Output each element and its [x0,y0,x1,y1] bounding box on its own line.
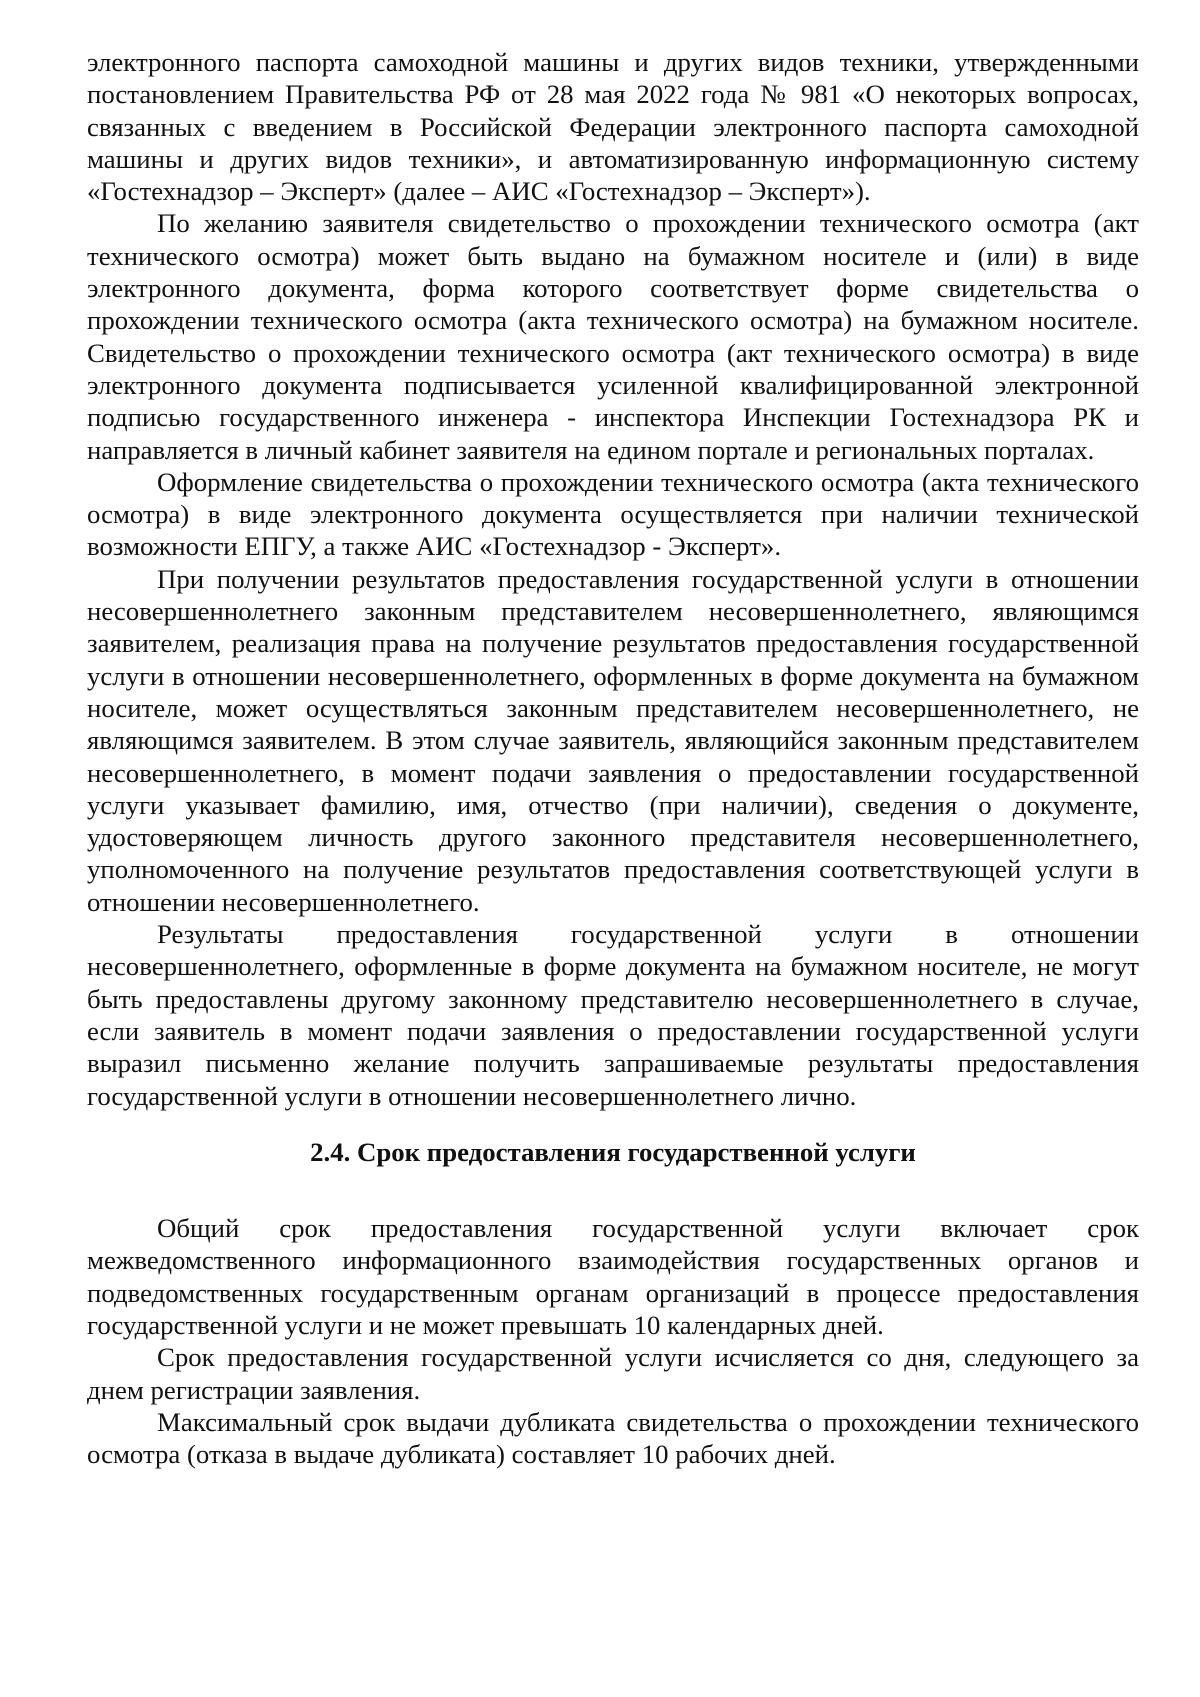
paragraph-term-start: Срок предоставления государственной услуги исчисляется со дня, следующего за днем регистрации заявления. [87,1342,1139,1405]
document-page [87,46,1139,1470]
paragraph-minor-results: Результаты предоставления государственной услуги в отношении несовершеннолетнего, оформленные в форме документа на бумажном носителе, не могут быть предоставлены другому законному представителю несовершеннолетнего в случае, если заявитель в момент подачи заявления о предоставлении государственной услуги выразил письменно желание получить запрашиваемые результаты предоставления государственной услуги в отношении несовершеннолетнего лично. [87,919,1139,1111]
paragraph-certificate-form: По желанию заявителя свидетельство о прохождении технического осмотра (акт технического осмотра) может быть выдано на бумажном носителе и (или) в виде электронного документа, форма которого соответствует форме свидетельства о прохождении технического осмотра (акта технического осмотра) на бумажном носителе. Свидетельство о прохождении технического осмотра (акт технического осмотра) в виде электронного документа подписывается усиленной квалифицированной электронной подписью государственного инженера - инспектора Инспекции Гостехнадзора РК и направляется в личный кабинет заявителя на едином портале и региональных порталах. [87,208,1139,465]
paragraph-duplicate-term: Максимальный срок выдачи дубликата свидетельства о прохождении технического осмотра (отказа в выдаче дубликата) составляет 10 рабочих дней. [87,1406,1139,1470]
section-heading: 2.4. Срок предоставления государственной услуги [310,1136,916,1167]
paragraph-total-term: Общий срок предоставления государственной услуги включает срок межведомственного информационного взаимодействия государственных органов и подведомственных государственным органам организаций в процессе предоставления государственной услуги и не может превышать 10 календарных дней. [87,1213,1139,1340]
paragraph-passport-continuation: электронного паспорта самоходной машины и других видов техники, утвержденными постановлением Правительства РФ от 28 мая 2022 года № 981 «О некоторых вопросах, связанных с введением в Российской Федерации электронного паспорта самоходной машины и других видов техники», и автоматизированную информационную систему «Гостехнадзор – Эксперт» (далее – АИС «Гостехнадзор – Эксперт»). [87,47,1139,207]
section-body [87,1212,1139,1470]
paragraph-minor-representative: При получении результатов предоставления государственной услуги в отношении несовершеннолетнего законным представителем несовершеннолетнего, являющимся заявителем, реализация права на получение результатов предоставления государственной услуги в отношении несовершеннолетнего, оформленных в форме документа на бумажном носителе, может осуществляться законным представителем несовершеннолетнего, не являющимся заявителем. В этом случае заявитель, являющийся законным представителем несовершеннолетнего, в момент подачи заявления о предоставлении государственной услуги указывает фамилию, имя, отчество (при наличии), сведения о документе, удостоверяющем личность другого законного представителя несовершеннолетнего, уполномоченного на получение результатов предоставления соответствующей услуги в отношении несовершеннолетнего. [87,563,1139,917]
paragraph-electronic-issuance: Оформление свидетельства о прохождении технического осмотра (акта технического осмотра) в виде электронного документа осуществляется при наличии технической возможности ЕПГУ, а также АИС «Гостехнадзор - Эксперт». [87,466,1139,562]
